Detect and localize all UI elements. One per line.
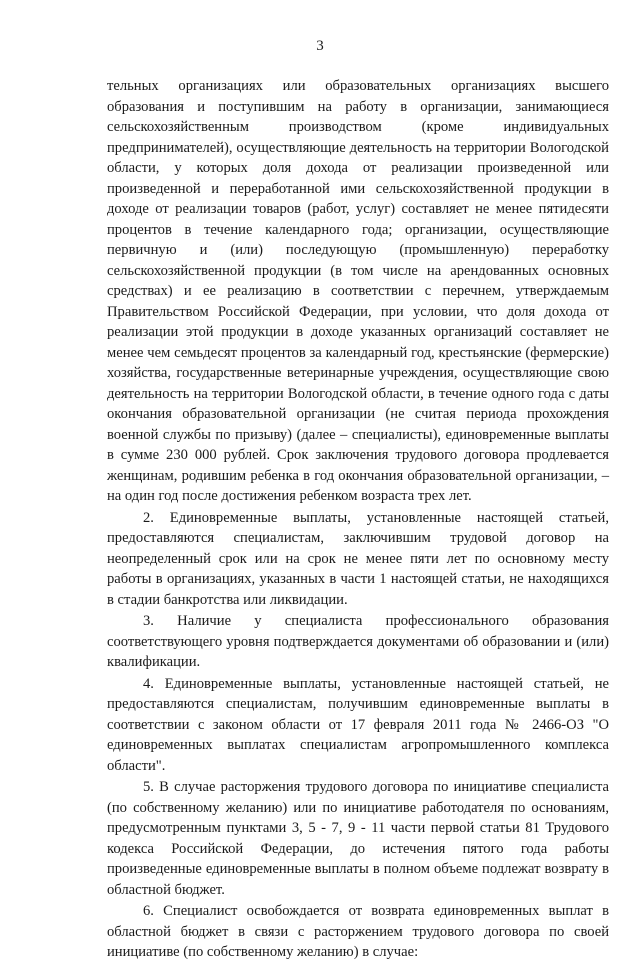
paragraph-item-4: 4. Единовременные выплаты, установленные настоящей статьей, не предоставляются специалистам, получившим единовременные выплаты в соответствии с законом области от 17 февраля 2011 года № 2466-ОЗ "О единовременных выплатах специалистам агропромышленного комплекса области". (107, 675, 609, 774)
paragraph-item-2: 2. Единовременные выплаты, установленные настоящей статьей, предоставляются специалистам, заключившим трудовой договор на неопределенный срок или на срок не менее пяти лет по основному месту работы в организациях, указанных в части 1 настоящей статьи, не находящихся в стадии банкротства или ликвидации. (107, 509, 609, 608)
paragraph-item-6: 6. Специалист освобождается от возврата единовременных выплат в областной бюджет в связи с расторжением трудового договора по своей инициативе (по собственному желанию) в случае: (107, 903, 609, 960)
paragraph-item-5: 5. В случае расторжения трудового договора по инициативе специалиста (по собственному желанию) или по инициативе работодателя по основаниям, предусмотренным пунктами 3, 5 - 7, 9 - 11 части первой статьи 81 Трудового кодекса Российской Федерации, до истечения пятого года работы произведенные единовременные выплаты в полном объеме подлежат возврату в областной бюджет. (107, 779, 609, 898)
page-number: 3 (316, 38, 324, 54)
document-body (107, 76, 609, 963)
paragraph-continuation: тельных организациях или образовательных организациях высшего образования и поступившим на работу в организации, занимающиеся сельскохозяйственным производством (кроме индивидуальных предпринимателей), осуществляющие деятельность на территории Вологодской области, у которых доля дохода от реализации произведенной или произведенной и переработанной ими сельскохозяйственной продукции в доходе от реализации товаров (работ, услуг) составляет не менее пятидесяти процентов в течение календарного года; организации, осуществляющие первичную и (или) последующую (промышленную) переработку сельскохозяйственной продукции (в том числе на арендованных основных средствах) и ее реализацию в соответствии с перечнем, утверждаемым Правительством Российской Федерации, при условии, что доля дохода от реализации этой продукции в доходе указанных организаций составляет не менее чем семьдесят процентов за календарный год, крестьянские (фермерские) хозяйства, государственные ветеринарные учреждения, осуществляющие свою деятельность на территории Вологодской области, в течение одного года с даты окончания образовательной организации (не считая периода прохождения военной службы по призыву) (далее – специалисты), единовременные выплаты в сумме 230 000 рублей. Срок заключения трудового договора продлевается женщинам, родившим ребенка в год окончания образовательной организации, – на один год после достижения ребенком возраста трех лет. (107, 78, 609, 504)
paragraph-item-3: 3. Наличие у специалиста профессионального образования соответствующего уровня подтверждается документами об образовании и (или) квалификации. (107, 613, 609, 670)
